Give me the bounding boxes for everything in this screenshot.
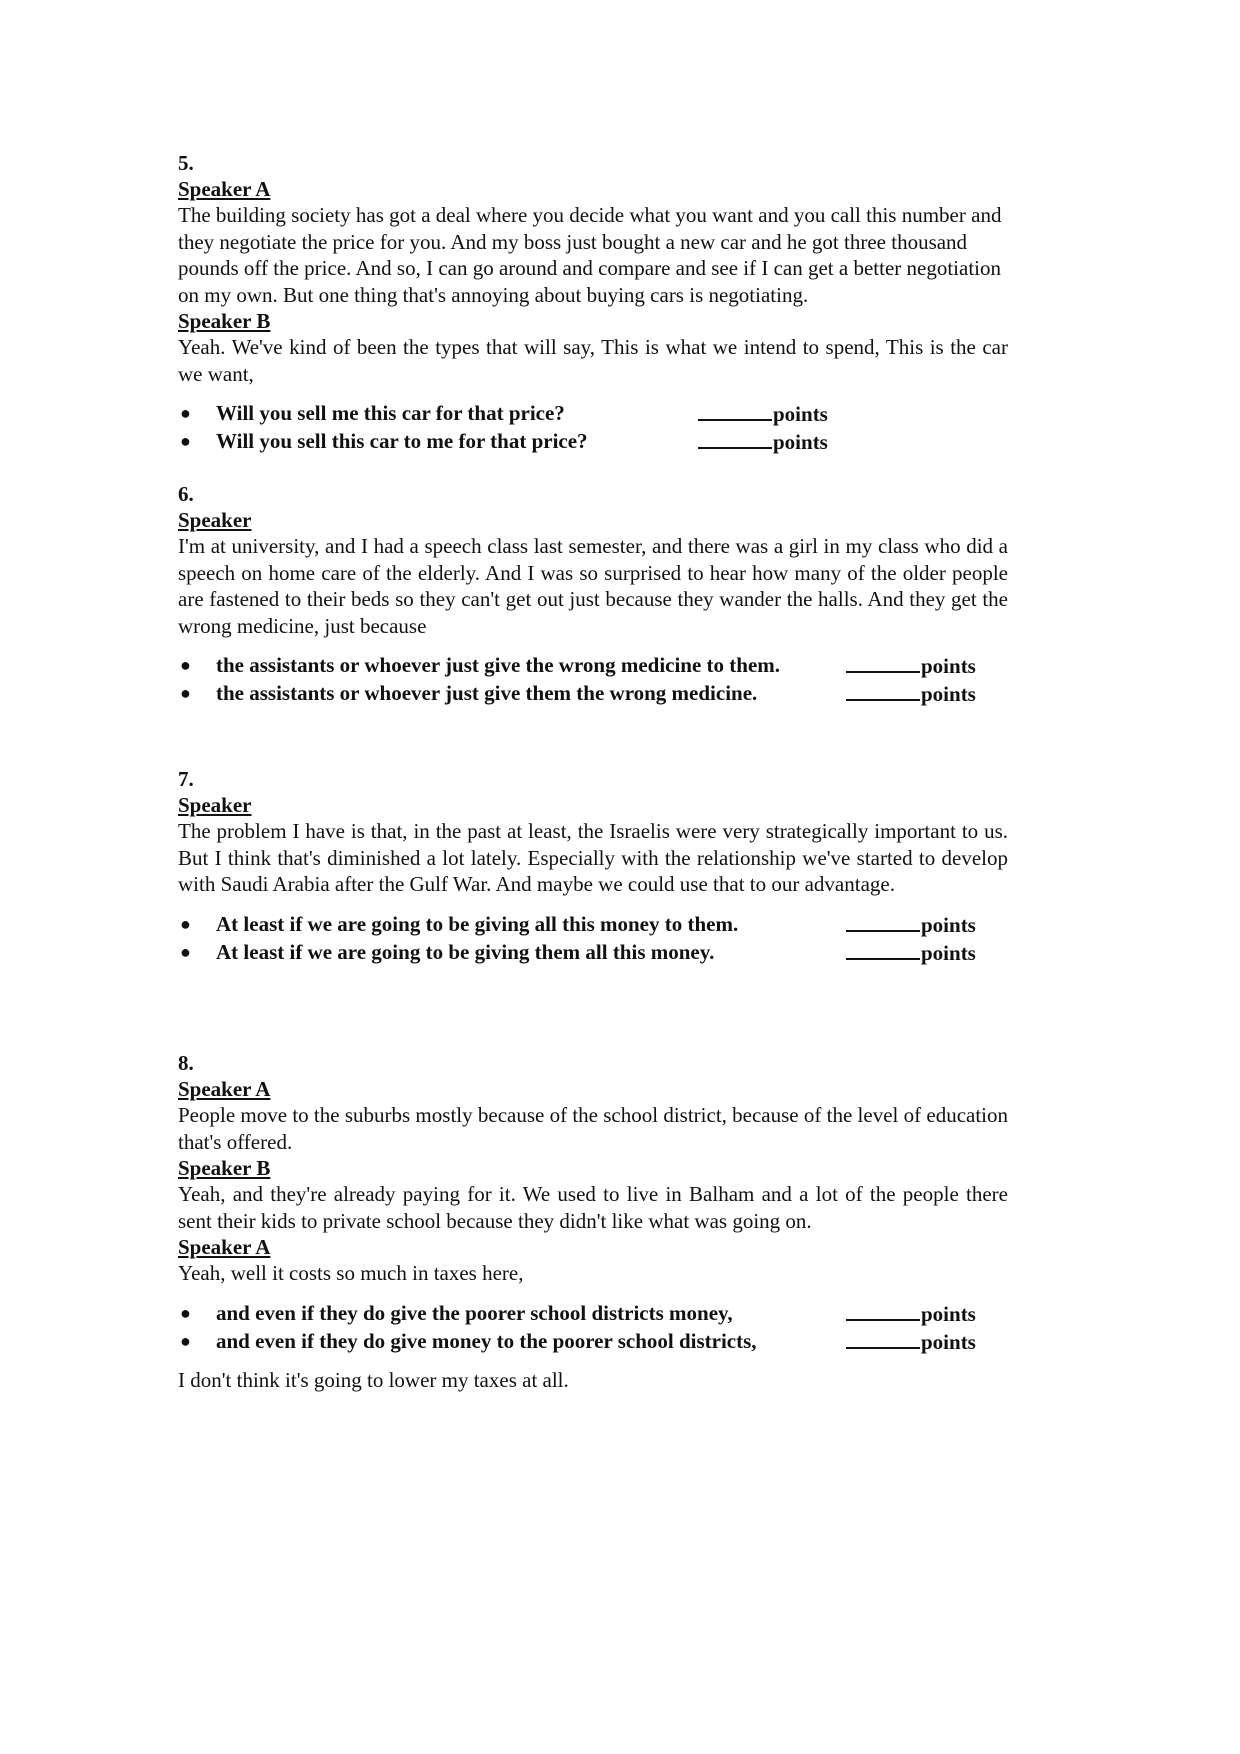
option-item — [178, 427, 1008, 455]
option-item — [178, 651, 1008, 679]
score-label: points — [773, 430, 828, 454]
dialogue-text: The problem I have is that, in the past at least, the Israelis were very strategically important to us. But I think that's diminished a lot lately. Especially with the relationship we've started to develop with Saudi Arabia after the Gulf War. And maybe we could use that to our advantage. — [178, 819, 1008, 896]
closing-text: I don't think it's going to lower my taxes at all. — [178, 1367, 569, 1392]
option-list — [178, 399, 1008, 455]
bullet-icon: ● — [180, 403, 191, 423]
question-6 — [178, 481, 1008, 707]
dialogue-text: Yeah, and they're already paying for it. We used to live in Balham and a lot of the people there sent their kids to private school because they didn't like what was going on. — [178, 1182, 1008, 1233]
score-field[interactable] — [846, 910, 976, 939]
bullet-icon: ● — [180, 913, 191, 934]
score-field[interactable] — [846, 1299, 976, 1328]
score-blank[interactable] — [846, 679, 920, 701]
option-text: Will you sell this car to me for that price? — [216, 429, 588, 453]
speaker-label: Speaker A — [178, 177, 271, 201]
score-label: points — [921, 654, 976, 678]
score-blank[interactable] — [846, 938, 920, 960]
bullet-icon: ● — [180, 941, 191, 962]
question-number: 7. — [178, 767, 194, 791]
bullet-icon: ● — [180, 1330, 191, 1351]
score-blank[interactable] — [698, 399, 772, 421]
question-7 — [178, 766, 1008, 966]
score-label: points — [921, 682, 976, 706]
option-item — [178, 399, 1008, 427]
option-item — [178, 910, 1008, 938]
dialogue-text: People move to the suburbs mostly because of the school district, because of the level of education that's offered. — [178, 1103, 1008, 1154]
question-5 — [178, 150, 1008, 455]
option-text: the assistants or whoever just give them the wrong medicine. — [216, 681, 758, 705]
score-label: points — [921, 1329, 976, 1354]
speaker-label: Speaker A — [178, 1235, 271, 1259]
dialogue-text: The building society has got a deal where you decide what you want and you call this number and they negotiate the price for you. And my boss just bought a new car and he got three thousand pounds off the price. And so, I can go around and compare and see if I can get a better negotiation on my own. But one thing that's annoying about buying cars is negotiating. — [178, 203, 1002, 307]
option-list — [178, 651, 1008, 707]
score-blank[interactable] — [846, 910, 920, 932]
question-8 — [178, 1050, 1008, 1393]
dialogue-text: I'm at university, and I had a speech class last semester, and there was a girl in my class who did a speech on home care of the elderly. And I was so surprised to hear how many of the older people are fastened to their beds so they can't get out just because they wander the halls. And they get the wrong medicine, just because — [178, 534, 1008, 638]
bullet-icon: ● — [180, 655, 191, 675]
speaker-label: Speaker B — [178, 309, 271, 333]
score-field[interactable] — [846, 1327, 976, 1356]
option-item — [178, 938, 1008, 966]
option-text: and even if they do give the poorer school districts money, — [216, 1300, 733, 1325]
score-label: points — [921, 940, 976, 965]
dialogue-text: Yeah. We've kind of been the types that will say, This is what we intend to spend, This is the car we want, — [178, 335, 1008, 386]
score-field[interactable] — [846, 679, 976, 708]
bullet-icon: ● — [180, 683, 191, 703]
question-number: 8. — [178, 1051, 194, 1075]
score-field[interactable] — [698, 427, 828, 456]
option-item — [178, 679, 1008, 707]
question-number: 5. — [178, 151, 194, 175]
option-text: Will you sell me this car for that price? — [216, 401, 565, 425]
dialogue-text: Yeah, well it costs so much in taxes here, — [178, 1261, 524, 1285]
score-blank[interactable] — [846, 1327, 920, 1349]
score-field[interactable] — [846, 938, 976, 967]
speaker-label: Speaker — [178, 793, 252, 817]
option-text: At least if we are going to be giving them all this money. — [216, 939, 715, 964]
option-text: and even if they do give money to the poorer school districts, — [216, 1328, 757, 1353]
question-number: 6. — [178, 482, 194, 506]
speaker-label: Speaker A — [178, 1077, 271, 1101]
bullet-icon: ● — [180, 1302, 191, 1323]
score-blank[interactable] — [846, 651, 920, 673]
score-blank[interactable] — [698, 427, 772, 449]
score-field[interactable] — [846, 651, 976, 680]
option-text: the assistants or whoever just give the wrong medicine to them. — [216, 653, 781, 677]
score-label: points — [921, 912, 976, 937]
score-blank[interactable] — [846, 1299, 920, 1321]
score-label: points — [921, 1301, 976, 1326]
speaker-label: Speaker B — [178, 1156, 271, 1180]
score-field[interactable] — [698, 399, 828, 428]
option-list — [178, 1299, 1008, 1355]
bullet-icon: ● — [180, 431, 191, 451]
option-item — [178, 1327, 1008, 1355]
speaker-label: Speaker — [178, 508, 252, 532]
score-label: points — [773, 402, 828, 426]
option-list — [178, 910, 1008, 966]
option-item — [178, 1299, 1008, 1327]
option-text: At least if we are going to be giving all this money to them. — [216, 911, 739, 936]
